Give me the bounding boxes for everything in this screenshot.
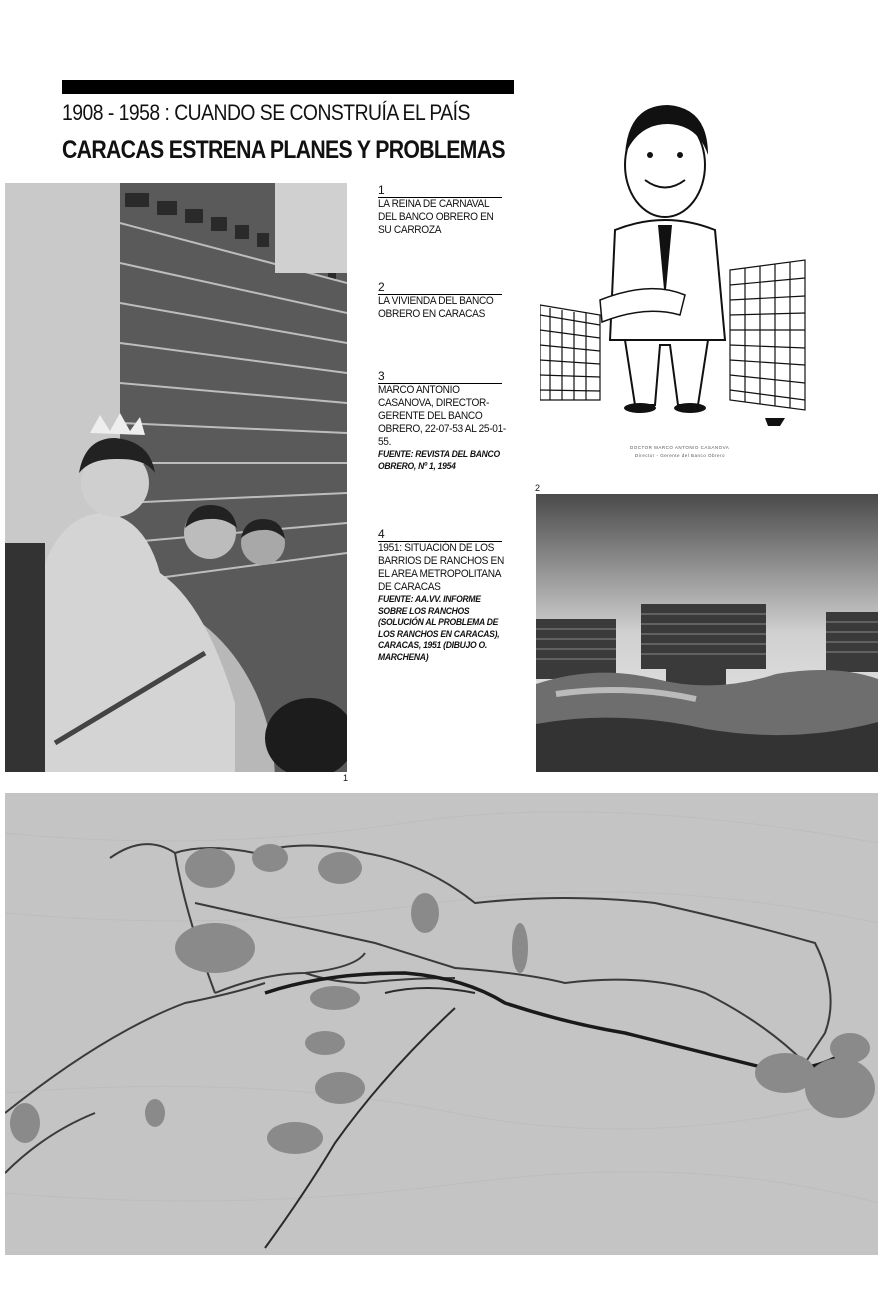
photo-housing-blocks (536, 494, 878, 772)
caption-1 (378, 183, 508, 237)
caption-1-number: 1 (378, 183, 502, 198)
caricature-name: DOCTOR MARCO ANTONIO CASANOVA (630, 445, 730, 450)
caption-2 (378, 280, 508, 321)
caption-3-text: MARCO ANTONIO CASANOVA, DIRECTOR-GERENTE DEL BANCO OBRERO, 22-07-53 AL 25-01-55. (378, 384, 506, 448)
caption-4-source: FUENTE: AA.VV. INFORME SOBRE LOS RANCHOS (SOLUCIÓN AL PROBLEMA DE LOS RANCHOS EN CARACAS), CARACAS, 1951 (DIBUJO O. MARCHENA) (378, 594, 500, 663)
caption-4 (378, 527, 508, 663)
caption-4-text: 1951: SITUACIÓN DE LOS BARRIOS DE RANCHOS EN EL AREA METROPOLITANA DE CARACAS (378, 542, 504, 593)
caption-3 (378, 369, 508, 472)
page-kicker: 1908 - 1958 : CUANDO SE CONSTRUÍA EL PAÍS (62, 100, 470, 125)
header-rule (62, 80, 514, 94)
map-ranchos-caracas (5, 793, 878, 1255)
caption-3-number: 3 (378, 369, 502, 384)
figure-tag-1: 1 (343, 773, 349, 783)
caricature-role: Director - Gerente del Banco Obrero (635, 453, 726, 458)
page-headline: CARACAS ESTRENA PLANES Y PROBLEMAS (62, 136, 505, 164)
caption-1-text: LA REINA DE CARNAVAL DEL BANCO OBRERO EN SU CARROZA (378, 198, 494, 236)
caption-4-number: 4 (378, 527, 502, 542)
caption-2-number: 2 (378, 280, 502, 295)
caricature-casanova (540, 100, 815, 470)
photo-carnival-queen (5, 183, 347, 772)
caption-2-text: LA VIVIENDA DEL BANCO OBRERO EN CARACAS (378, 295, 494, 320)
figure-tag-2: 2 (535, 483, 541, 493)
caption-3-source: FUENTE: REVISTA DEL BANCO OBRERO, Nº 1, 1954 (378, 449, 500, 472)
